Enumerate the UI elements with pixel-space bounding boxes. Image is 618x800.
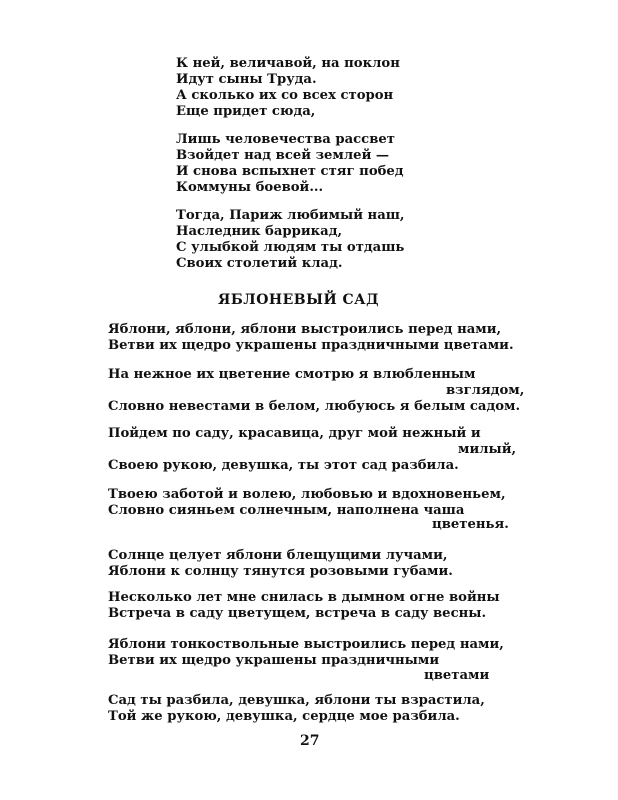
poem-line: Встреча в саду цветущем, встреча в саду весны. <box>108 606 487 621</box>
poem-line: Несколько лет мне снилась в дымном огне войны <box>108 590 500 605</box>
poem-line: К ней, величавой, на поклон <box>176 56 400 71</box>
poem-line: Яблони тонкоствольные выстроились перед нами, <box>108 637 504 652</box>
poem-line: Наследник баррикад, <box>176 224 343 239</box>
poem-line: Яблони, яблони, яблони выстроились перед нами, <box>108 322 502 337</box>
poem-line-continuation: взглядом, <box>446 383 525 398</box>
poem-line: Солнце целует яблони блещущими лучами, <box>108 548 448 563</box>
poem-line-continuation: цветами <box>424 668 490 683</box>
poem-line: Пойдем по саду, красавица, друг мой нежный и <box>108 426 481 441</box>
poem-line: На нежное их цветение смотрю я влюбленным <box>108 367 476 382</box>
poem-line: С улыбкой людям ты отдашь <box>176 240 405 255</box>
page-number: 27 <box>300 733 320 749</box>
poem-line: Твоею заботой и волею, любовью и вдохновеньем, <box>108 487 506 502</box>
poem-line: Ветви их щедро украшены праздничными цветами. <box>108 338 514 353</box>
poem-line-continuation: цветенья. <box>432 517 509 532</box>
poem-line: Словно сияньем солнечным, наполнена чаша <box>108 503 465 518</box>
poem-line: Словно невестами в белом, любуюсь я белым садом. <box>108 399 521 414</box>
poem-line: Сад ты разбила, девушка, яблони ты взрастила, <box>108 693 485 708</box>
poem-line: Своею рукою, девушка, ты этот сад разбила. <box>108 458 459 473</box>
poem-line: А сколько их со всех сторон <box>176 88 394 103</box>
poem-line: Идут сыны Труда. <box>176 72 317 87</box>
poem-line: Своих столетий клад. <box>176 256 343 271</box>
poem-line: Ветви их щедро украшены праздничными <box>108 653 440 668</box>
poem-line: Тогда, Париж любимый наш, <box>176 208 405 223</box>
poem-line-continuation: милый, <box>458 442 517 457</box>
poem-line: Коммуны боевой... <box>176 180 324 195</box>
poem-line: Лишь человечества рассвет <box>176 132 395 147</box>
poem-line: И снова вспыхнет стяг побед <box>176 164 404 179</box>
poem-title: ЯБЛОНЕВЫЙ САД <box>218 292 380 308</box>
poem-line: Еще придет сюда, <box>176 104 316 119</box>
poem-line: Той же рукою, девушка, сердце мое разбила. <box>108 709 460 724</box>
poem-line: Взойдет над всей землей — <box>176 148 390 163</box>
poem-line: Яблони к солнцу тянутся розовыми губами. <box>108 564 453 579</box>
